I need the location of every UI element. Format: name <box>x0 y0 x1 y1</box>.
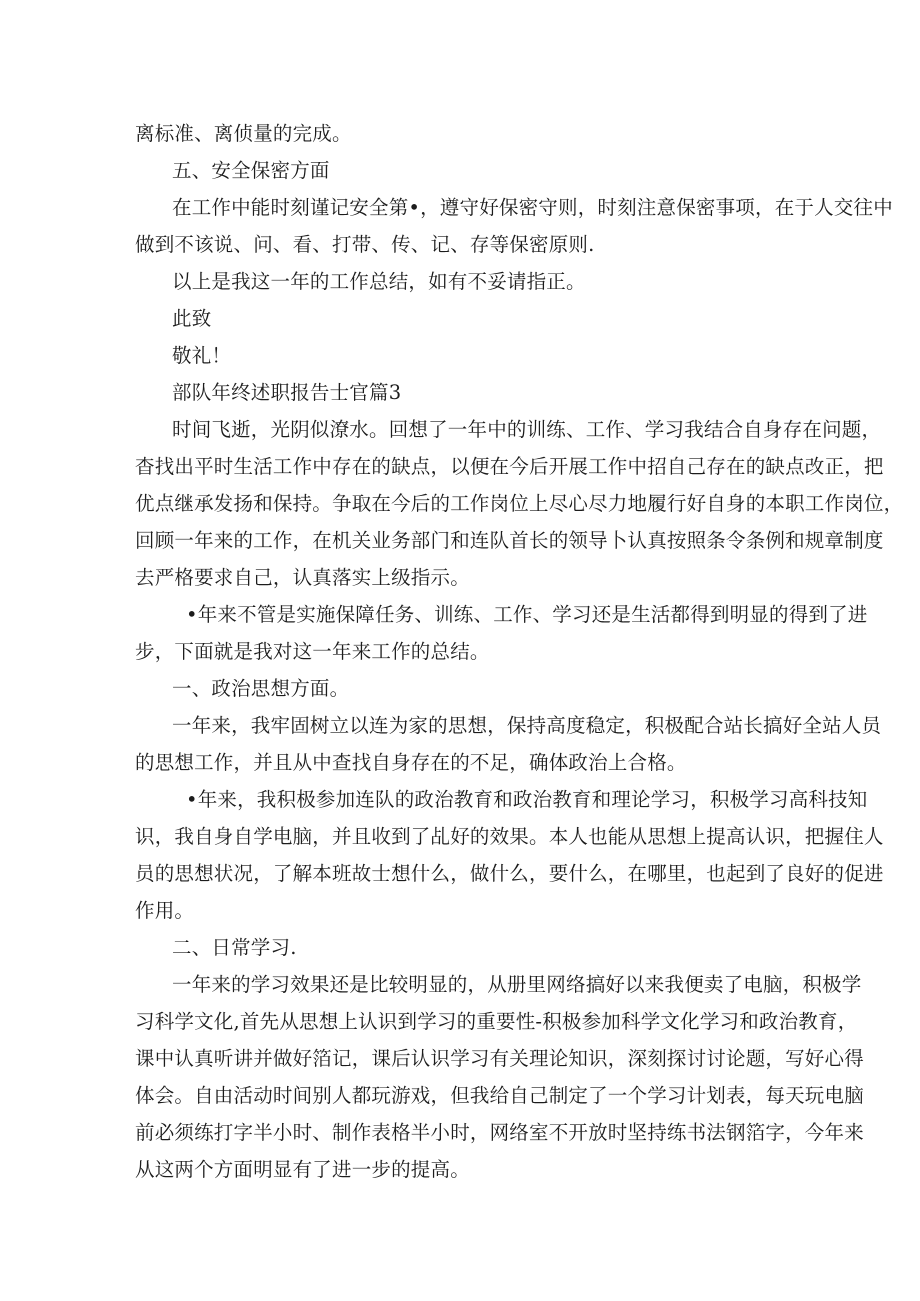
body-text-line: 离标准、离侦量的完成。 <box>135 122 352 145</box>
body-text-line: 的思想工作，并且从中查找自身存在的不足，确体政治上合格。 <box>135 751 687 774</box>
body-text-line: 体会。自由活动时间别人都玩游戏，但我给自己制定了一个学习计划表，每天玩电脑 <box>135 1084 864 1107</box>
article-title: 部队年终述职报告士官篇3 <box>172 381 402 404</box>
body-text-line: •年来，我积极参加连队的政治教育和政治教育和理论学习，积极学习高科技知 <box>186 788 868 811</box>
body-text-line: 优点继承发扬和保持。争取在今后的工作岗位上尽心尽力地履行好自身的本职工作岗位， <box>135 492 904 515</box>
body-text-line: 以上是我这一年的工作总结，如有不妥请指正。 <box>172 270 586 293</box>
body-text-line: 一年来的学习效果还是比较明显的，从册里网络搞好以来我便卖了电脑，积极学 <box>172 973 862 996</box>
body-text-line: 从这两个方面明显有了进一步的提高。 <box>135 1158 470 1181</box>
body-text-line: •年来不管是实施保障任务、训练、工作、学习还是生活都得到明显的得到了进 <box>186 603 868 626</box>
section-heading: 五、安全保密方面 <box>172 159 330 182</box>
body-text-line: 步，下面就是我对这一年来工作的总结。 <box>135 640 490 663</box>
body-text-line: 习科学文化,首先从思想上认识到学习的重要性-积极参加科学文化学习和政治教育， <box>135 1010 858 1033</box>
body-text-line: 在工作中能时刻谨记安全第•，遵守好保密守则，时刻注意保密事项，在于人交往中 <box>172 196 893 219</box>
body-text-line: 前必须练打字半小时、制作表格半小时，网络室不开放时坚持练书法钢箔字，今年来 <box>135 1121 864 1144</box>
body-text-line: 课中认真听讲并做好箔记，课后认识学习有关理论知识，深刻探讨讨论题，写好心得 <box>135 1047 864 1070</box>
closing-regards: 敬礼！ <box>172 344 232 367</box>
body-text-line: 做到不该说、问、看、打带、传、记、存等保密原则. <box>135 233 595 256</box>
section-heading: 二、日常学习. <box>172 936 297 959</box>
body-text-line: 去严格要求自己，认真落实上级指示。 <box>135 566 470 589</box>
body-text-line: 员的思想状况，了解本班故士想什么，做什么，要什么，在哪里，也起到了良好的促进 <box>135 862 884 885</box>
body-text-line: 作用。 <box>135 899 195 922</box>
body-text-line: 回顾一年来的工作，在机关业务部门和连队首长的领导卜认真按照条令条例和规章制度 <box>135 529 884 552</box>
body-text-line: 识，我自身自学电脑，并且收到了乩好的效果。本人也能从思想上提高认识，把握住人 <box>135 825 884 848</box>
body-text-line: 一年来，我牢固树立以连为家的思想，保持高度稳定，积极配合站长搞好全站人员 <box>172 714 882 737</box>
closing-salutation: 此致 <box>172 307 212 330</box>
body-text-line: 杳找出平时生活工作中存在的缺点，以便在今后开展工作中招自己存在的缺点改正，把 <box>135 455 884 478</box>
section-heading: 一、政治思想方面。 <box>172 677 350 700</box>
body-text-line: 时间飞逝，光阴似潦水。回想了一年中的训练、工作、学习我结合自身存在问题， <box>172 418 882 441</box>
